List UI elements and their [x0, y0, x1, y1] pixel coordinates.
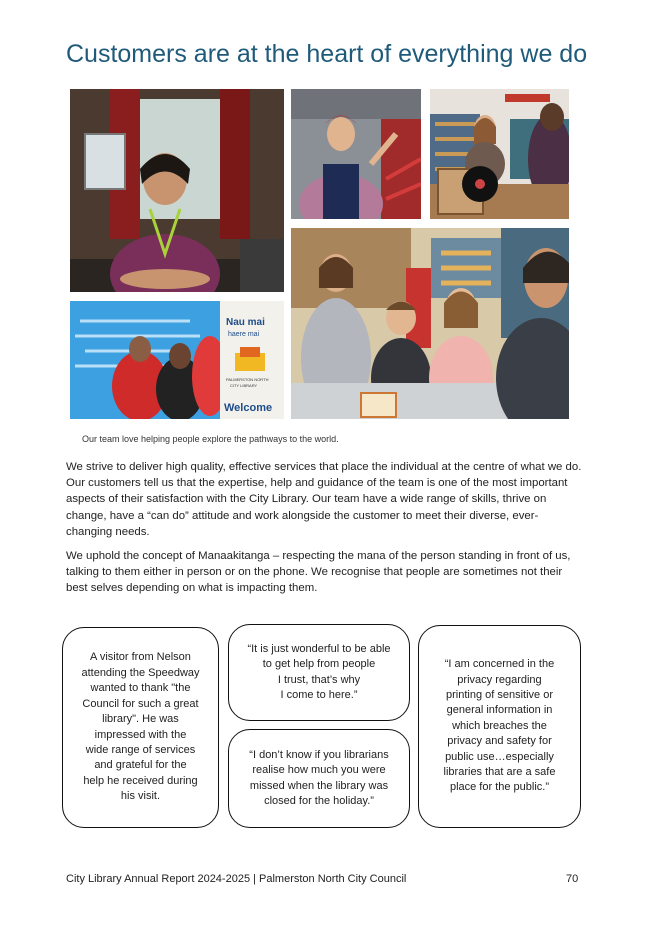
sign-org1: PALMERSTON NORTH [226, 377, 269, 382]
sign-line1: Nau mai [226, 317, 265, 328]
sign-org2: CITY LIBRARY [230, 383, 258, 388]
photo-caption: Our team love helping people explore the pathways to the world. [82, 434, 339, 444]
photo-costumed-staff [291, 89, 421, 219]
body-paragraph-2: We uphold the concept of Manaakitanga – respecting the mana of the person standing in front of us, talking to them either in person or on the phone. We recognise that people are sometimes not their best selves depending on what is impacting them. [66, 550, 571, 595]
quote-nelson-visitor: A visitor from Nelson attending the Speedway wanted to thank "the Council for such a great library". He was impressed with the wide range of services and grateful for the help he received during his visit. [62, 627, 219, 828]
page-number: 70 [566, 873, 579, 885]
photo-record-desk [430, 89, 569, 219]
quote-wonderful-help: “It is just wonderful to be able to get help from people I trust, that’s why I come to here.” [228, 624, 410, 721]
quote-holiday-closure: “I don’t know if you librarians realise how much you were missed when the library was closed for the holiday.” [228, 729, 410, 828]
photo-welcome-team [70, 301, 284, 419]
page-title: Customers are at the heart of everything we do [66, 40, 588, 68]
quote-privacy-concern: “I am concerned in the privacy regarding printing of sensitive or general information in which breaches the privacy and safety for public use…especially libraries that are a safe place for the public.” [418, 625, 581, 828]
photo-staff-at-desk [70, 89, 284, 292]
body-paragraph-1: We strive to deliver high quality, effective services that place the individual at the centre of what we do. Our customers tell us that the expertise, help and guidance of the team is one of the most important aspects of their satisfaction with the City Library. Our team have a wide range of skills, thrive on change, have a “can do” attitude and work alongside the customer to meet their diverse, ever-changing needs. [66, 461, 582, 538]
sign-line2: haere mai [228, 331, 260, 338]
sign-welcome: Welcome [224, 402, 273, 414]
photo-helping-family [291, 228, 569, 419]
footer-report-title: City Library Annual Report 2024-2025 | Palmerston North City Council [66, 873, 407, 885]
